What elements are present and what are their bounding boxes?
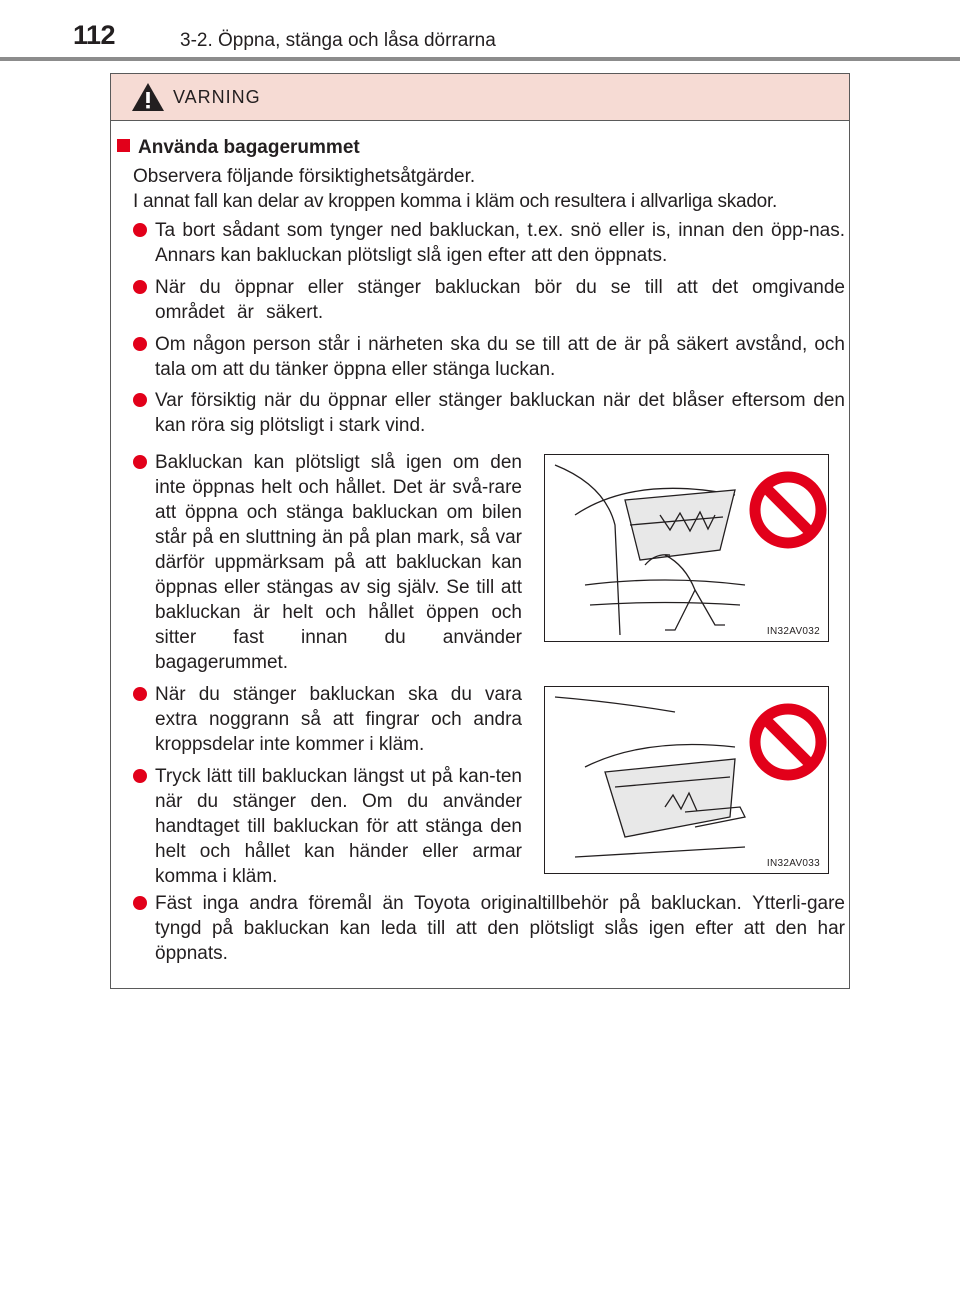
red-bullet-icon: [133, 337, 147, 351]
page-header: [0, 0, 960, 60]
red-bullet-icon: [133, 223, 147, 237]
warning-triangle-icon: [131, 82, 165, 112]
warning-box: VARNING Använda bagagerummet Observera följande försiktighetsåtgärder. I annat fall kan delar av kroppen komma i kläm och resultera i allvarliga skador. Ta bort sådant som tynger ned bakluckan, t.ex. snö eller is, innan den öpp-nas. Annars kan bakluckan plötsligt slå igen efter att den öppnats. När du öppnar eller stänger bakluckan bör du se till att det omgivande området är säkert. Om någon person står i närheten ska du se till att de är på säkert avstånd, och tala om att du tänker öppna eller stänga luckan. Var försiktig när du öppnar eller stänger bakluckan när det blåser eftersom den kan röra sig plötsligt i stark vind. Bakluckan kan plötsligt slå igen om den inte öppnas helt och hållet. Det är svå-rare att öppna och stänga bakluckan om bilen står på en sluttning än på plan mark, så var därför uppmärksam på att bakluckan kan öppnas eller stängas av sig själv. Se till att bakluckan är helt och hållet öppen och sitter fast innan du använder bagagerummet. När du stänger bakluckan ska du vara extra noggrann så att fingrar och andra kroppsdelar inte kommer i kläm. Tryck lätt till bakluckan längst ut på kan-ten när du stänger den. Om du använder handtaget till bakluckan för att stänga den helt och hållet kan händer eller armar komma i kläm. Fäst inga andra föremål än Toyota originaltillbehör på bakluckan. Ytterli-gare tyngd på bakluckan kan leda till att den plötsligt slås igen efter att den har öppnats. IN32AV032 IN32AV033: [110, 73, 850, 989]
red-bullet-icon: [133, 393, 147, 407]
intro-line: I annat fall kan delar av kroppen komma i kläm och resultera i allvarliga skador.: [133, 191, 778, 212]
illustration-drawing: [545, 455, 830, 643]
illustration-trunk-open: [544, 454, 829, 642]
illustration-trunk-closing: [544, 686, 829, 874]
section-heading: [117, 137, 360, 159]
page-number: 112: [73, 20, 116, 50]
section-heading-text: Använda bagagerummet: [138, 137, 360, 158]
section-title: 3-2. Öppna, stänga och låsa dörrarna: [180, 30, 496, 51]
warning-header: [111, 74, 849, 121]
red-bullet-icon: [133, 769, 147, 783]
intro-line: Observera följande försiktighetsåtgärder.: [133, 166, 476, 187]
header-divider: [0, 57, 960, 61]
illustration-code: IN32AV032: [766, 626, 820, 637]
red-square-icon: [117, 139, 130, 152]
illustration-code: IN32AV033: [766, 858, 820, 869]
warning-title: VARNING: [173, 87, 261, 107]
illustration-drawing: [545, 687, 830, 875]
red-bullet-icon: [133, 687, 147, 701]
red-bullet-icon: [133, 896, 147, 910]
red-bullet-icon: [133, 280, 147, 294]
red-bullet-icon: [133, 455, 147, 469]
